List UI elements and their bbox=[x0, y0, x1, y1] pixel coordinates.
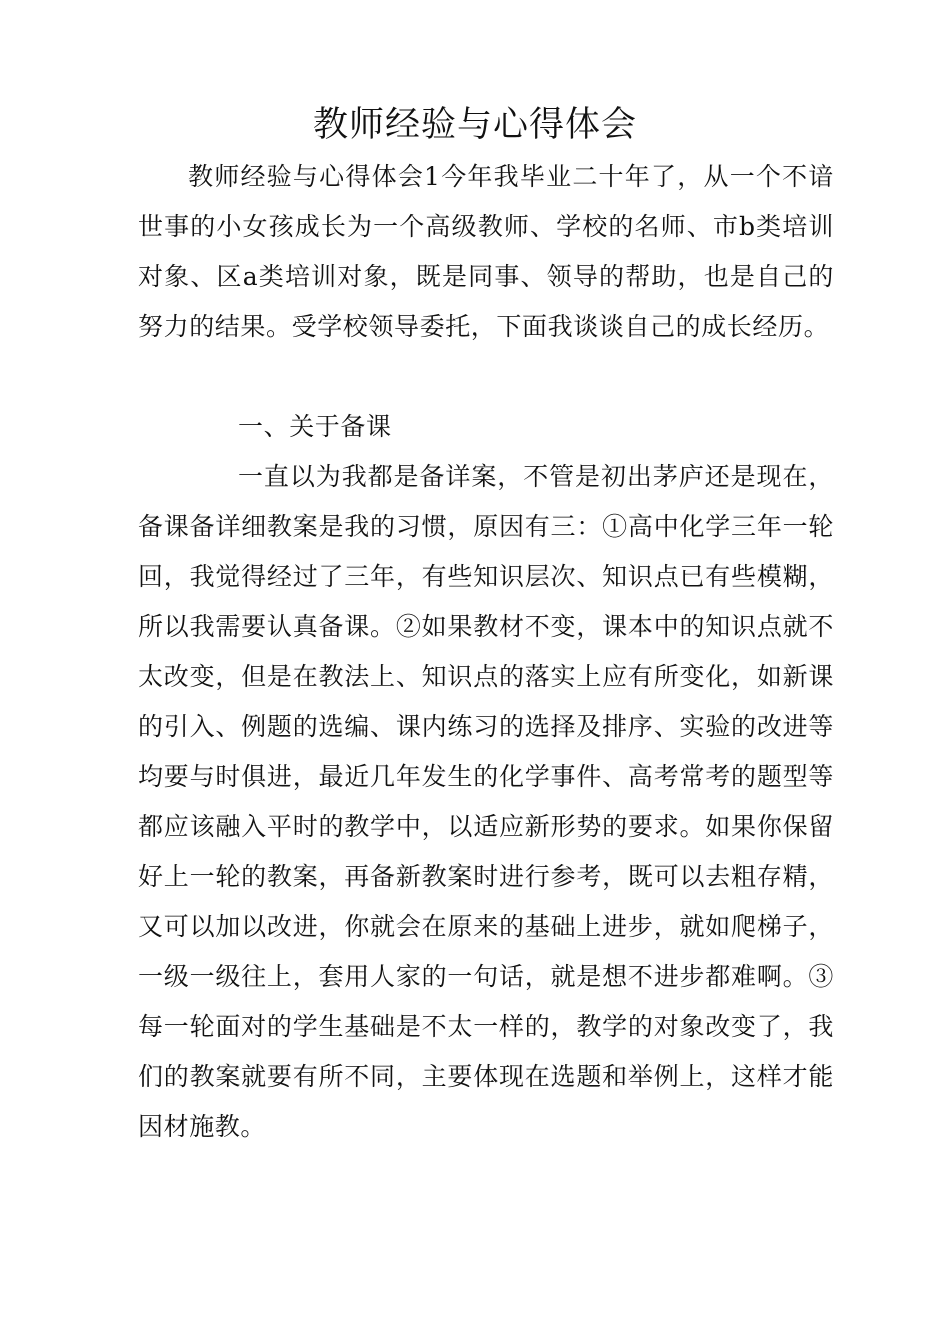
section-paragraph: 一直以为我都是备详案，不管是初出茅庐还是现在，备课备详细教案是我的习惯，原因有三：①高中化学三年一轮回，我觉得经过了三年，有些知识层次、知识点已有些模糊，所以我需要认真备课。②如果教材不变，课本中的知识点就不太改变，但是在教法上、知识点的落实上应有所变化，如新课的引入、例题的选编、课内练习的选择及排序、实验的改进等均要与时俱进，最近几年发生的化学事件、高考常考的题型等都应该融入平时的教学中，以适应新形势的要求。如果你保留好上一轮的教案，再备新教案时进行参考，既可以去粗存精，又可以加以改进，你就会在原来的基础上进步，就如爬梯子，一级一级往上，套用人家的一句话，就是想不进步都难啊。③每一轮面对的学生基础是不太一样的，教学的对象改变了，我们的教案就要有所不同，主要体现在选题和举例上，这样才能因材施教。 bbox=[138, 462, 834, 1141]
section-heading: 一、关于备课 bbox=[238, 412, 392, 441]
document-title: 教师经验与心得体会 bbox=[312, 105, 637, 145]
intro-paragraph: 教师经验与心得体会1今年我毕业二十年了，从一个不谙世事的小女孩成长为一个高级教师、学校的名师、市b类培训对象、区a类培训对象，既是同事、领导的帮助，也是自己的努力的结果。受学校领导委托，下面我谈谈自己的成长经历。 bbox=[138, 162, 834, 341]
